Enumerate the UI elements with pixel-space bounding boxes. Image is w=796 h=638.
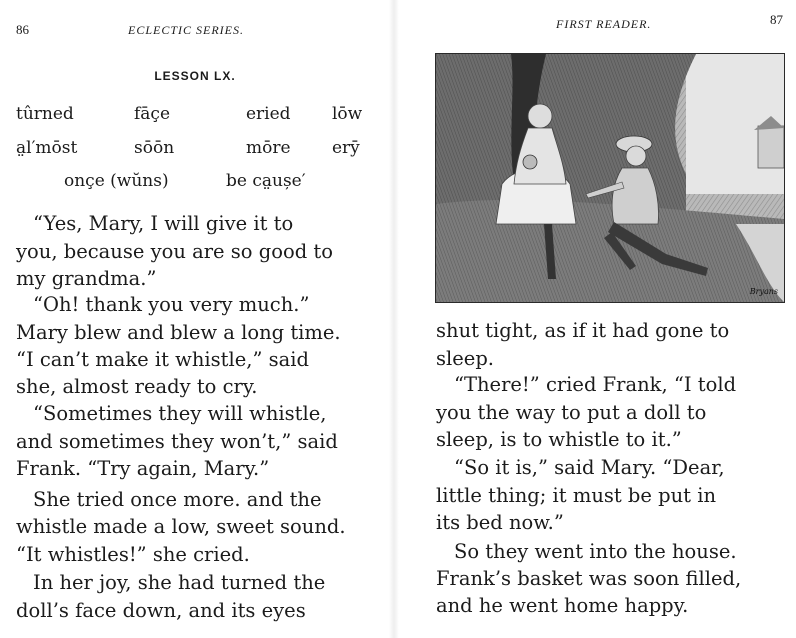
text-line: So they went into the house. — [454, 540, 737, 563]
text-line: sleep. — [436, 347, 495, 370]
text-line: She tried once more. and the — [33, 488, 322, 511]
vocab-word: be ca̤ușe′ — [226, 171, 306, 191]
text-line: and sometimes they won’t,” said — [16, 430, 338, 453]
left-running-head: ECLECTIC SERIES. — [128, 23, 245, 37]
vocab-word: lōw — [332, 104, 363, 124]
text-line: shut tight, as if it had gone to — [436, 319, 730, 342]
text-line: you the way to put a doll to — [436, 401, 707, 424]
text-line: Mary blew and blew a long time. — [16, 321, 341, 344]
right-running-head: FIRST READER. — [556, 17, 652, 31]
text-line: she, almost ready to cry. — [16, 375, 258, 398]
vocab-word: onçe (wŭns) — [64, 171, 169, 191]
text-line: “Sometimes they will whistle, — [33, 402, 327, 425]
left-page — [0, 0, 390, 638]
illustration — [435, 53, 785, 303]
text-line: doll’s face down, and its eyes — [16, 599, 306, 622]
right-page — [398, 0, 796, 638]
vocab-word: sōōn — [134, 138, 175, 158]
text-line: Frank. “Try again, Mary.” — [16, 457, 270, 480]
right-page-number: 87 — [770, 12, 783, 27]
text-line: its bed now.” — [436, 511, 564, 534]
vocab-word: a̤l′mōst — [16, 138, 78, 158]
vocab-word: mōre — [246, 138, 291, 158]
vocab-word: tûrned — [16, 104, 74, 124]
text-line: “It whistles!” she cried. — [16, 543, 250, 566]
lesson-title: LESSON LX. — [154, 69, 236, 83]
illustration-signature: Bryans — [749, 287, 778, 296]
text-line: “Oh! thank you very much.” — [33, 293, 310, 316]
text-line: sleep, is to whistle to it.” — [436, 428, 682, 451]
text-line: and he went home happy. — [436, 594, 689, 617]
text-line: Frank’s basket was soon filled, — [436, 567, 742, 590]
vocab-word: eried — [246, 104, 291, 124]
text-line: my grandma.” — [16, 267, 157, 290]
text-line: “Yes, Mary, I will give it to — [33, 212, 294, 235]
text-line: “There!” cried Frank, “I told — [454, 373, 737, 396]
text-line: “I can’t make it whistle,” said — [16, 348, 309, 371]
vocab-word: erȳ — [332, 138, 360, 158]
text-line: little thing; it must be put in — [436, 484, 717, 507]
vocab-word: fāçe — [134, 104, 171, 124]
left-page-number: 86 — [16, 22, 29, 37]
text-line: you, because you are so good to — [16, 240, 333, 263]
text-line: “So it is,” said Mary. “Dear, — [454, 456, 725, 479]
text-line: In her joy, she had turned the — [33, 571, 326, 594]
illustration-engraving — [436, 54, 784, 302]
text-line: whistle made a low, sweet sound. — [16, 515, 346, 538]
